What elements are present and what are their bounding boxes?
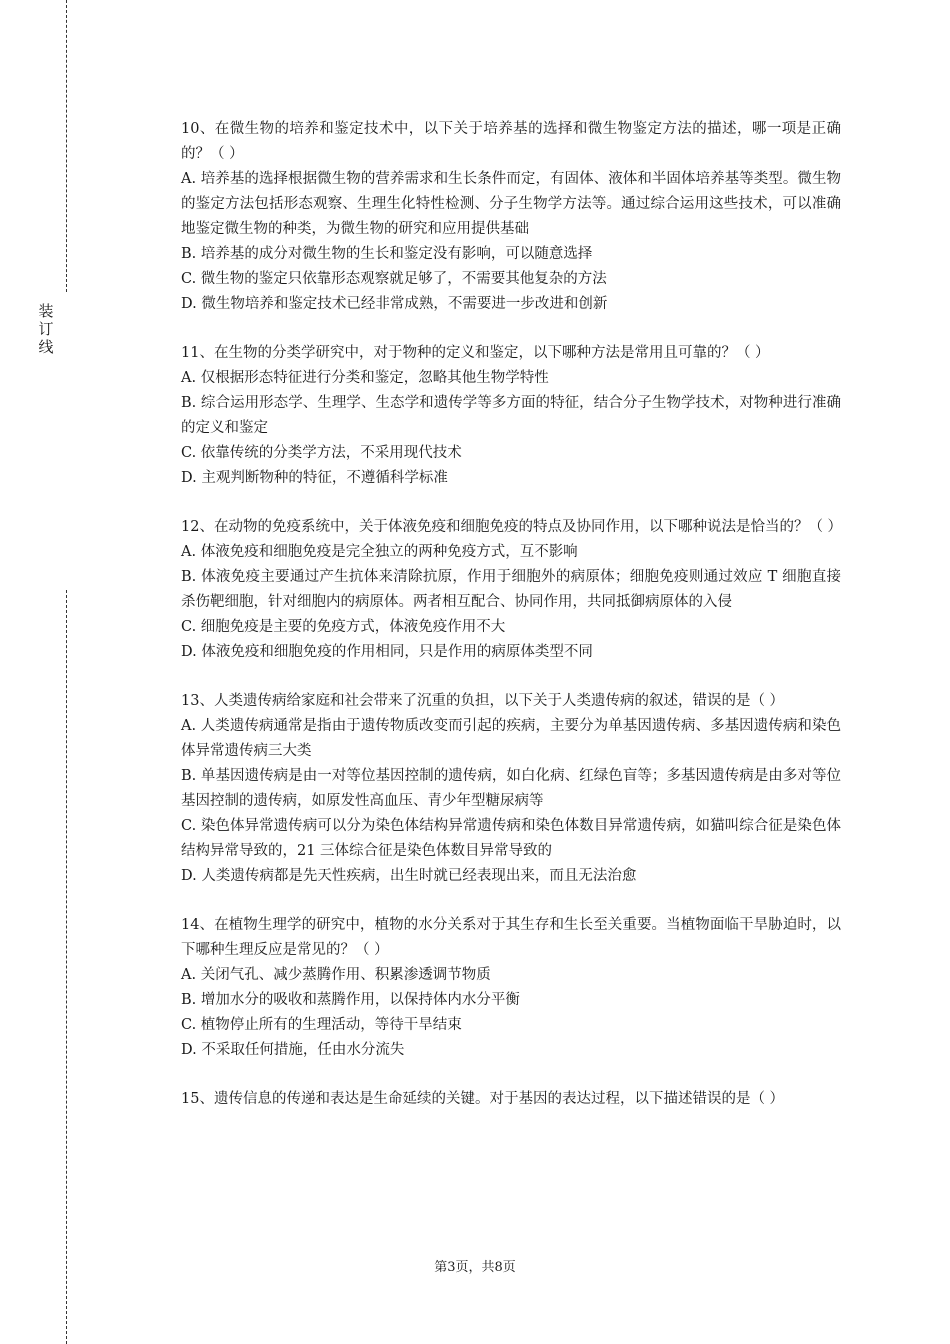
question-15 xyxy=(181,1087,841,1112)
question-10 xyxy=(181,117,841,317)
option-b: B. 增加水分的吸收和蒸腾作用，以保持体内水分平衡 xyxy=(181,992,520,1008)
question-stem: 15、遗传信息的传递和表达是生命延续的关键。对于基因的表达过程，以下描述错误的是（ ） xyxy=(181,1091,785,1107)
option-c: C. 染色体异常遗传病可以分为染色体结构异常遗传病和染色体数目异常遗传病，如猫叫综合征是染色体结构异常导致的，21 三体综合征是染色体数目异常导致的 xyxy=(181,818,841,859)
question-stem: 12、在动物的免疫系统中，关于体液免疫和细胞免疫的特点及协同作用，以下哪种说法是恰当的？（ ） xyxy=(181,519,843,535)
question-14 xyxy=(181,913,841,1063)
option-c: C. 细胞免疫是主要的免疫方式，体液免疫作用不大 xyxy=(181,619,506,635)
page-footer: 第3页，共8页 xyxy=(434,1260,516,1275)
option-b: B. 培养基的成分对微生物的生长和鉴定没有影响，可以随意选择 xyxy=(181,246,593,262)
option-a: A. 关闭气孔、减少蒸腾作用、积累渗透调节物质 xyxy=(181,967,491,983)
option-a: A. 仅根据形态特征进行分类和鉴定，忽略其他生物学特性 xyxy=(181,370,549,386)
question-11 xyxy=(181,341,841,491)
option-d: D. 主观判断物种的特征，不遵循科学标准 xyxy=(181,470,448,486)
option-a: A. 体液免疫和细胞免疫是完全独立的两种免疫方式，互不影响 xyxy=(181,544,578,560)
question-12 xyxy=(181,515,841,665)
option-d: D. 不采取任何措施，任由水分流失 xyxy=(181,1042,405,1058)
question-stem: 13、人类遗传病给家庭和社会带来了沉重的负担，以下关于人类遗传病的叙述，错误的是（ ） xyxy=(181,693,785,709)
question-13 xyxy=(181,689,841,889)
option-c: C. 依靠传统的分类学方法，不采用现代技术 xyxy=(181,445,462,461)
binding-char: 线 xyxy=(38,338,54,356)
option-d: D. 人类遗传病都是先天性疾病，出生时就已经表现出来，而且无法治愈 xyxy=(181,868,637,884)
option-b: B. 体液免疫主要通过产生抗体来清除抗原，作用于细胞外的病原体；细胞免疫则通过效应 T 细胞直接杀伤靶细胞，针对细胞内的病原体。两者相互配合、协同作用，共同抵御病原体的入侵 xyxy=(181,569,841,610)
option-d: D. 体液免疫和细胞免疫的作用相同，只是作用的病原体类型不同 xyxy=(181,644,593,660)
option-c: C. 植物停止所有的生理活动，等待干旱结束 xyxy=(181,1017,462,1033)
binding-char: 订 xyxy=(38,320,54,338)
binding-line-label xyxy=(36,302,56,356)
option-d: D. 微生物培养和鉴定技术已经非常成熟，不需要进一步改进和创新 xyxy=(181,296,608,312)
question-list xyxy=(181,117,841,1136)
binding-char: 装 xyxy=(38,302,54,320)
binding-dashed-line-top xyxy=(66,0,67,292)
option-b: B. 单基因遗传病是由一对等位基因控制的遗传病，如白化病、红绿色盲等；多基因遗传病是由多对等位基因控制的遗传病，如原发性高血压、青少年型糖尿病等 xyxy=(181,768,841,809)
option-a: A. 人类遗传病通常是指由于遗传物质改变而引起的疾病，主要分为单基因遗传病、多基因遗传病和染色体异常遗传病三大类 xyxy=(181,718,841,759)
question-stem: 10、在微生物的培养和鉴定技术中，以下关于培养基的选择和微生物鉴定方法的描述，哪一项是正确的？（ ） xyxy=(181,121,841,162)
option-b: B. 综合运用形态学、生理学、生态学和遗传学等多方面的特征，结合分子生物学技术，对物种进行准确的定义和鉴定 xyxy=(181,395,841,436)
option-c: C. 微生物的鉴定只依靠形态观察就足够了，不需要其他复杂的方法 xyxy=(181,271,607,287)
option-a: A. 培养基的选择根据微生物的营养需求和生长条件而定，有固体、液体和半固体培养基等类型。微生物的鉴定方法包括形态观察、生理生化特性检测、分子生物学方法等。通过综合运用这些技术，可以准确地鉴定微生物的种类，为微生物的研究和应用提供基础 xyxy=(181,171,841,237)
question-stem: 14、在植物生理学的研究中，植物的水分关系对于其生存和生长至关重要。当植物面临干旱胁迫时，以下哪种生理反应是常见的？（ ） xyxy=(181,917,841,958)
question-stem: 11、在生物的分类学研究中，对于物种的定义和鉴定，以下哪种方法是常用且可靠的？（ ） xyxy=(181,345,770,361)
binding-dashed-line-bottom xyxy=(66,590,67,1344)
